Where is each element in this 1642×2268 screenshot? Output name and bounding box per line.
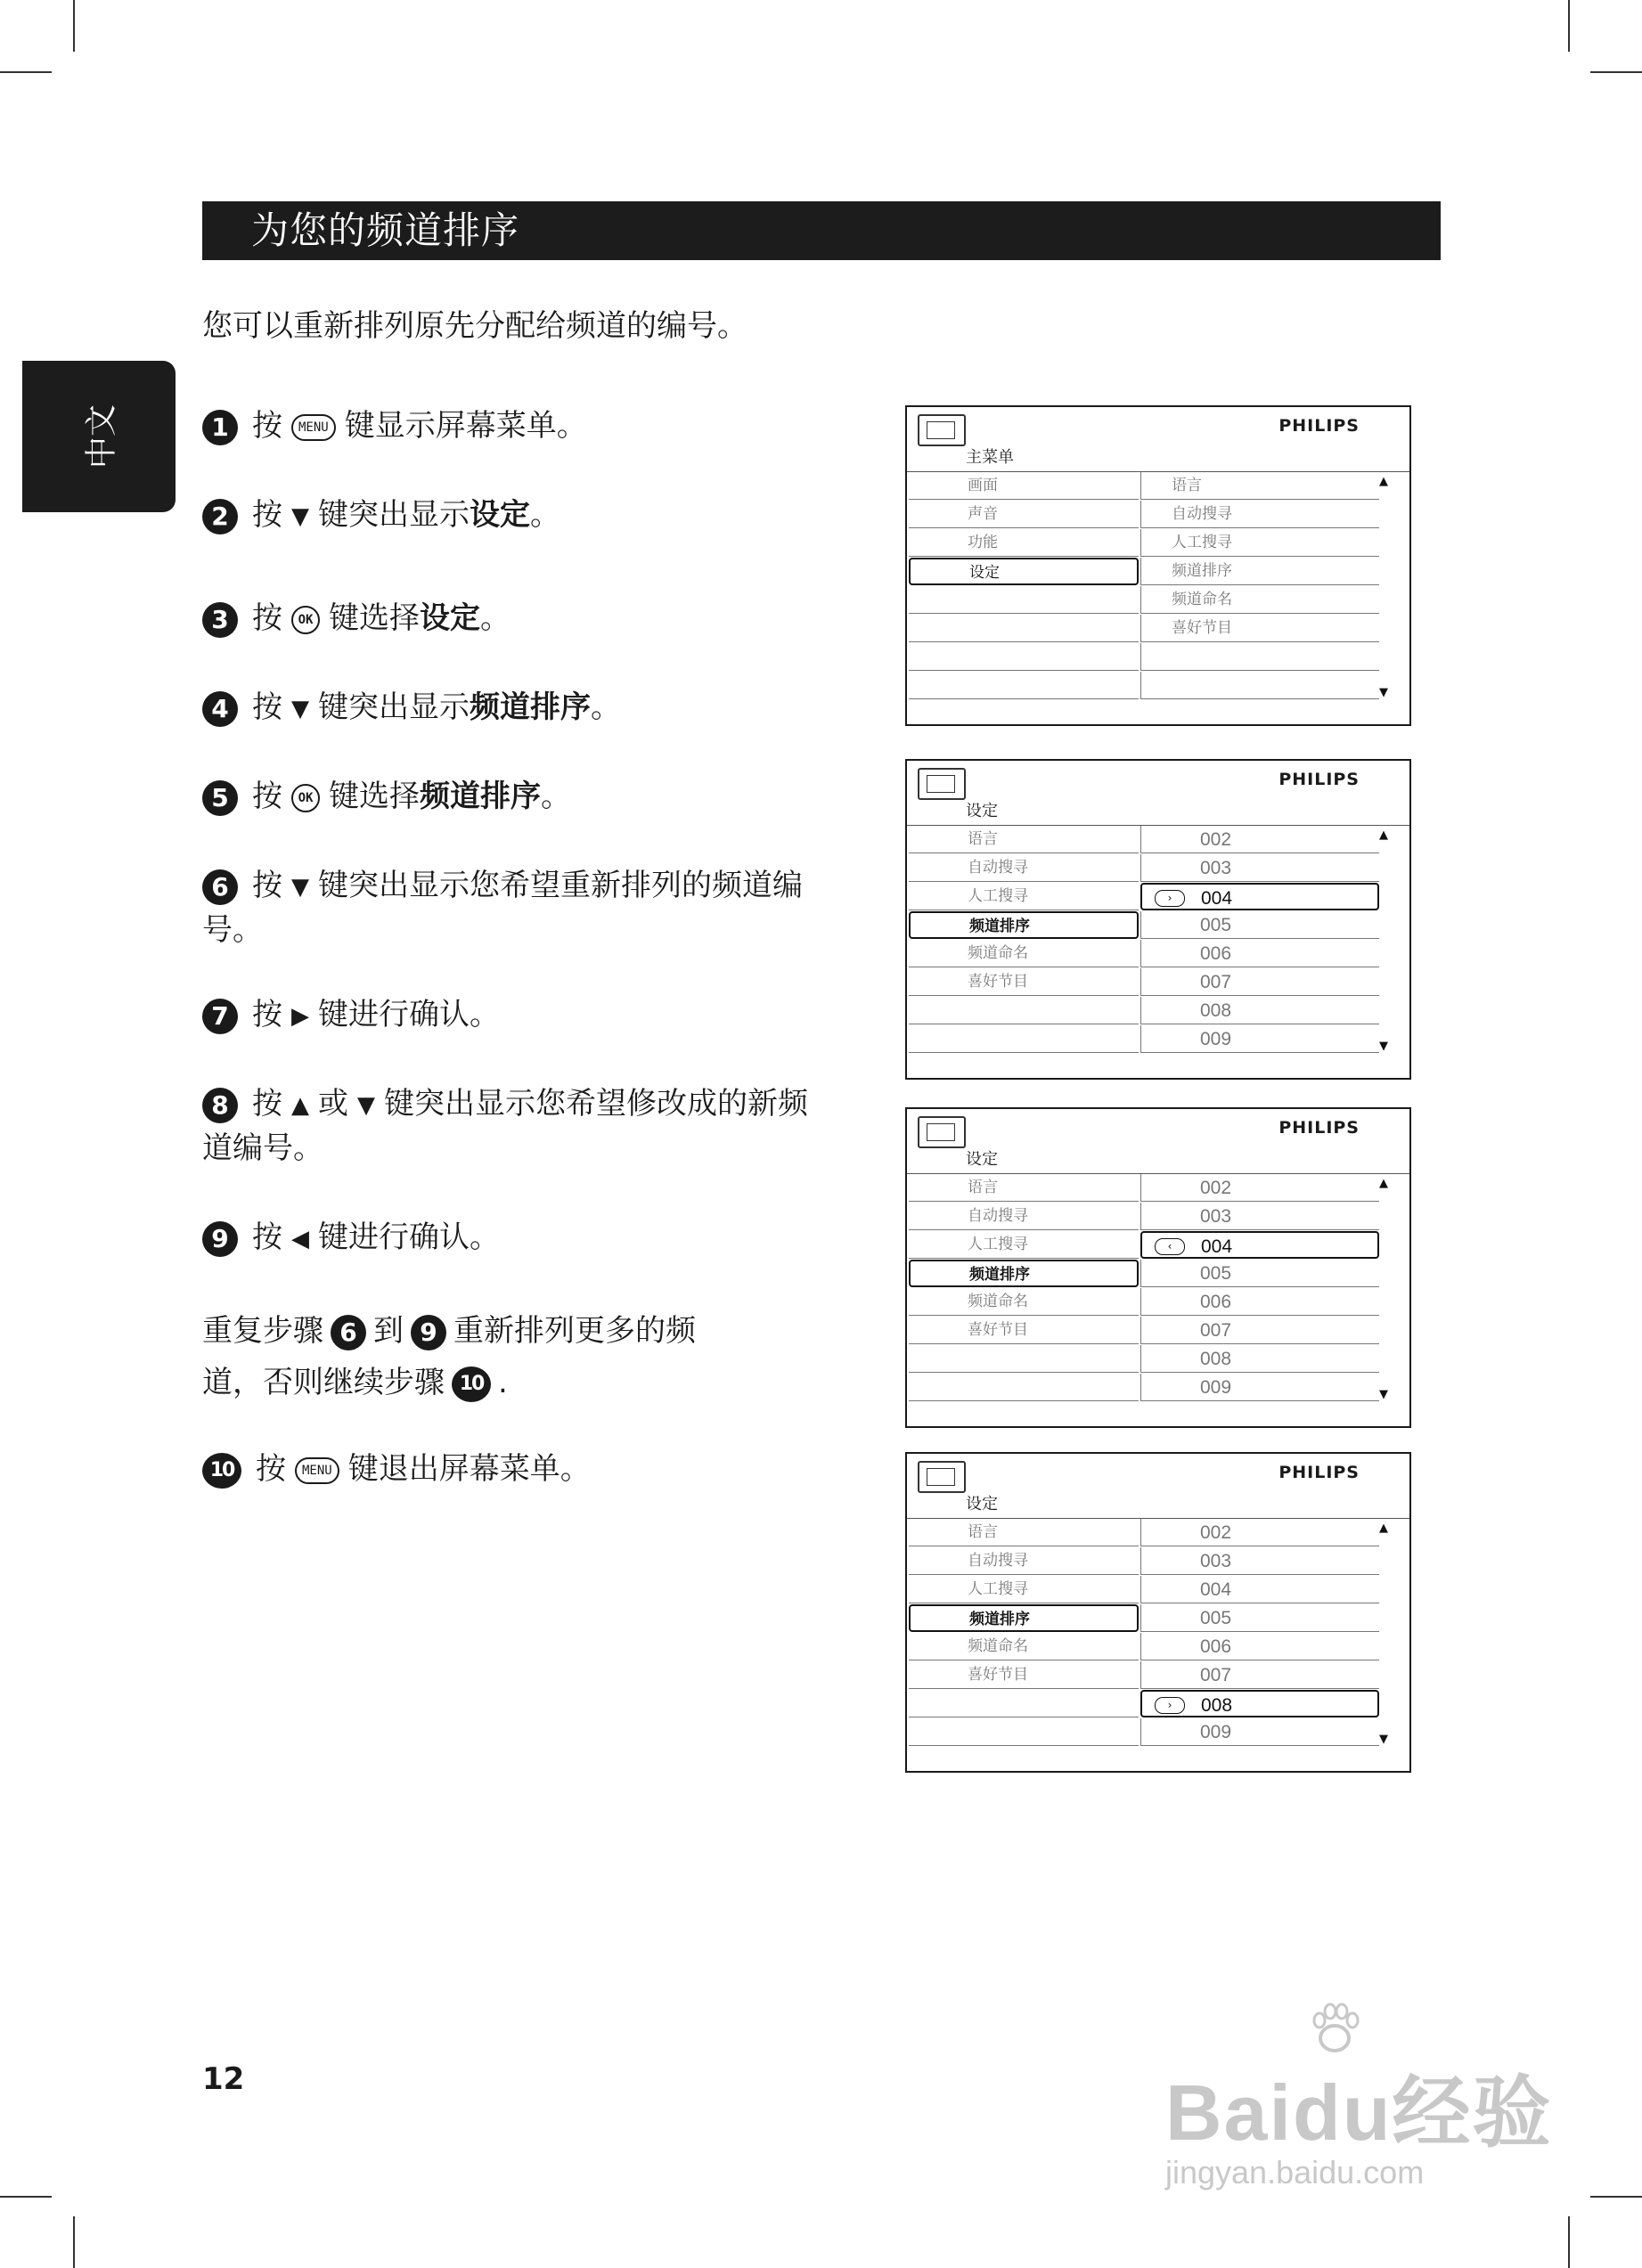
channel-number-highlighted[interactable]: [1140, 883, 1379, 910]
menu-row: [907, 1547, 1409, 1576]
menu-row: [907, 1260, 1409, 1288]
step-number: 2: [202, 499, 238, 534]
channel-number[interactable]: 003: [1140, 1547, 1379, 1575]
menu-rows: [907, 1519, 1409, 1747]
menu-item[interactable]: [909, 615, 1139, 642]
repeat-text: 道，否则继续步骤: [202, 1365, 445, 1400]
menu-item[interactable]: [909, 586, 1139, 614]
menu-rows: [907, 1174, 1409, 1402]
menu-item[interactable]: 语言: [909, 826, 1139, 853]
brand-logo: PHILIPS: [1278, 416, 1360, 436]
step-number: 9: [202, 1221, 238, 1257]
menu-item[interactable]: 自动搜寻: [909, 1203, 1139, 1230]
channel-number[interactable]: 003: [1140, 854, 1379, 882]
brand-logo: PHILIPS: [1278, 1118, 1360, 1138]
menu-item[interactable]: 语言: [909, 1519, 1139, 1546]
menu-row: [907, 586, 1409, 615]
menu-rows: [907, 826, 1409, 1054]
menu-title: 设定: [966, 802, 998, 820]
up-arrow-icon: ▲: [291, 1091, 309, 1119]
step-8: [202, 1082, 808, 1170]
right-arrow-icon: ▶: [291, 1002, 309, 1030]
page-number: 12: [202, 2061, 245, 2097]
channel-number-label: 004: [1201, 888, 1233, 909]
submenu-item[interactable]: [1140, 643, 1379, 671]
menu-row: [907, 968, 1409, 997]
crop-mark: [73, 0, 75, 52]
crop-mark: [0, 71, 52, 73]
submenu-item[interactable]: 频道排序: [1140, 558, 1379, 585]
menu-row: [907, 854, 1409, 883]
menu-item[interactable]: 喜好节目: [909, 968, 1139, 996]
step-5: [202, 775, 808, 818]
step-text: 键选择: [329, 600, 420, 636]
channel-number-highlighted[interactable]: [1140, 1231, 1379, 1259]
step-ref: 10: [452, 1367, 491, 1402]
channel-number[interactable]: 007: [1140, 1317, 1379, 1344]
menu-title: 设定: [966, 1150, 998, 1169]
menu-row: [907, 1345, 1409, 1374]
menu-title: 主菜单: [966, 448, 1014, 467]
scroll-up-icon[interactable]: ▲: [1379, 1177, 1388, 1190]
left-arrow-icon: ◀: [291, 1225, 309, 1252]
channel-number[interactable]: 006: [1140, 1633, 1379, 1660]
menu-item-selected[interactable]: 频道排序: [909, 1260, 1139, 1287]
step-ref: 9: [411, 1315, 446, 1350]
step-text: 或: [318, 1086, 348, 1122]
menu-item[interactable]: [909, 1025, 1139, 1053]
submenu-item[interactable]: 喜好节目: [1140, 615, 1379, 642]
step-number: 4: [202, 691, 238, 727]
channel-number[interactable]: 003: [1140, 1203, 1379, 1230]
menu-item[interactable]: 人工搜寻: [909, 1576, 1139, 1603]
menu-item-selected[interactable]: 频道排序: [909, 911, 1139, 939]
step-text: 按: [252, 1220, 282, 1255]
scroll-up-icon[interactable]: ▲: [1379, 1522, 1388, 1535]
channel-number[interactable]: 004: [1140, 1576, 1379, 1603]
menu-row: [907, 529, 1409, 558]
crop-mark: [0, 2196, 52, 2198]
repeat-note: [202, 1305, 808, 1408]
step-text: 键退出屏幕菜单。: [347, 1451, 591, 1487]
step-text: 键突出显示: [318, 689, 470, 725]
step-number: 7: [202, 999, 238, 1034]
menu-item[interactable]: 频道命名: [909, 940, 1139, 967]
repeat-text: 到: [373, 1313, 404, 1349]
menu-row: [907, 1317, 1409, 1345]
channel-number-label: 008: [1201, 1695, 1233, 1716]
step-bold-text: 频道排序: [470, 689, 591, 725]
menu-item[interactable]: 自动搜寻: [909, 854, 1139, 882]
step-number: 5: [202, 780, 238, 816]
menu-item[interactable]: [909, 1690, 1139, 1717]
menu-item[interactable]: 频道命名: [909, 1288, 1139, 1316]
menu-row: [907, 1604, 1409, 1633]
menu-row: [907, 1025, 1409, 1054]
menu-item[interactable]: [909, 1345, 1139, 1373]
watermark: [1165, 2015, 1552, 2191]
step-text: 键选择: [329, 779, 420, 814]
crop-mark: [1568, 2216, 1570, 2268]
menu-item[interactable]: 语言: [909, 1174, 1139, 1202]
watermark-url: jingyan.baidu.com: [1165, 2154, 1425, 2190]
down-arrow-icon: ▼: [291, 502, 309, 530]
step-bold-text: 设定: [420, 600, 480, 636]
menu-item[interactable]: 画面: [909, 472, 1139, 500]
channel-number[interactable]: 002: [1140, 1174, 1379, 1202]
brand-logo: PHILIPS: [1278, 1463, 1360, 1482]
tv-icon: [918, 1116, 966, 1148]
menu-row: [907, 1661, 1409, 1690]
menu-row: [907, 1288, 1409, 1317]
menu-row: [907, 940, 1409, 968]
menu-row: [907, 1690, 1409, 1718]
menu-row: [907, 883, 1409, 911]
step-9: [202, 1216, 808, 1260]
menu-item[interactable]: [909, 1374, 1139, 1401]
osd-screen-main-menu: [905, 405, 1411, 726]
scroll-up-icon[interactable]: ▲: [1379, 828, 1388, 842]
step-text: 键进行确认。: [318, 997, 500, 1032]
menu-row: [907, 472, 1409, 501]
channel-number[interactable]: 008: [1140, 997, 1379, 1024]
step-10: [202, 1448, 808, 1490]
menu-row: [907, 1718, 1409, 1747]
section-title: 为您的频道排序: [202, 201, 1441, 260]
step-text: 键进行确认。: [318, 1220, 500, 1255]
menu-item[interactable]: [909, 672, 1139, 699]
menu-row: [907, 672, 1409, 700]
step-text: 按: [252, 600, 282, 636]
channel-number[interactable]: 009: [1140, 1718, 1379, 1746]
step-number: 10: [202, 1453, 241, 1489]
crop-mark: [1590, 2196, 1642, 2198]
brand-logo: PHILIPS: [1278, 770, 1360, 789]
step-text: 按: [252, 997, 282, 1032]
menu-row: [907, 615, 1409, 643]
step-number: 3: [202, 602, 238, 638]
menu-item[interactable]: 人工搜寻: [909, 1231, 1139, 1259]
step-text: 按: [256, 1451, 286, 1487]
step-3: [202, 597, 808, 640]
channel-number[interactable]: 002: [1140, 1519, 1379, 1546]
step-text: 按: [252, 497, 282, 533]
menu-row: [907, 1203, 1409, 1231]
ok-key-icon: OK: [291, 606, 320, 634]
crop-mark: [73, 2216, 75, 2268]
menu-row: [907, 1576, 1409, 1604]
channel-number[interactable]: 007: [1140, 1661, 1379, 1689]
step-2: [202, 494, 808, 538]
scroll-up-icon[interactable]: ▲: [1379, 475, 1388, 488]
channel-number[interactable]: 005: [1140, 1260, 1379, 1287]
step-7: [202, 993, 808, 1038]
down-arrow-icon: ▼: [357, 1091, 375, 1119]
menu-row: [907, 911, 1409, 940]
channel-number[interactable]: 002: [1140, 826, 1379, 853]
menu-row: [907, 826, 1409, 854]
step-text: 按: [252, 689, 282, 725]
step-text: 按: [252, 868, 282, 903]
down-arrow-icon: ▼: [291, 695, 309, 722]
step-text: 。: [541, 779, 571, 814]
channel-number[interactable]: 009: [1140, 1025, 1379, 1053]
submenu-item[interactable]: 自动搜寻: [1140, 501, 1379, 528]
menu-item[interactable]: [909, 643, 1139, 671]
submenu-item[interactable]: 人工搜寻: [1140, 529, 1379, 557]
scroll-down-icon[interactable]: ▼: [1379, 1388, 1388, 1401]
menu-item[interactable]: [909, 1718, 1139, 1746]
left-chevron-icon: ‹: [1155, 1238, 1185, 1255]
menu-row: [907, 997, 1409, 1025]
menu-row: [907, 1519, 1409, 1547]
language-tab-label: 中文: [83, 404, 120, 469]
menu-item[interactable]: 功能: [909, 529, 1139, 557]
menu-row: [907, 643, 1409, 672]
right-chevron-icon: ›: [1155, 1697, 1185, 1714]
channel-number-highlighted[interactable]: [1140, 1690, 1379, 1717]
osd-screen-reorder-step3: [905, 1452, 1411, 1773]
scroll-down-icon[interactable]: ▼: [1379, 686, 1388, 699]
menu-row: [907, 1231, 1409, 1260]
menu-item[interactable]: 喜好节目: [909, 1317, 1139, 1344]
submenu-item[interactable]: 频道命名: [1140, 586, 1379, 614]
channel-number[interactable]: 006: [1140, 940, 1379, 967]
menu-title: 设定: [966, 1495, 998, 1513]
down-arrow-icon: ▼: [291, 873, 309, 901]
menu-item[interactable]: 喜好节目: [909, 1661, 1139, 1689]
watermark-logo: Baidu经验: [1165, 2068, 1553, 2157]
submenu-item[interactable]: [1140, 672, 1379, 699]
language-tab: [22, 361, 176, 512]
menu-row: [907, 558, 1409, 586]
step-bold-text: 频道排序: [420, 779, 541, 814]
menu-item[interactable]: [909, 997, 1139, 1024]
menu-key-icon: MENU: [291, 414, 336, 441]
menu-row: [907, 1374, 1409, 1402]
step-text: 。: [530, 497, 560, 533]
menu-item-selected[interactable]: 频道排序: [909, 1604, 1139, 1632]
menu-item-selected[interactable]: 设定: [909, 558, 1139, 585]
repeat-text: 重新排列更多的频: [453, 1313, 696, 1349]
step-text: 按: [252, 408, 282, 444]
menu-item[interactable]: 声音: [909, 501, 1139, 528]
channel-number[interactable]: 006: [1140, 1288, 1379, 1316]
scroll-down-icon[interactable]: ▼: [1379, 1733, 1388, 1746]
crop-mark: [1568, 0, 1570, 52]
step-number: 8: [202, 1088, 238, 1123]
tv-icon: [918, 768, 966, 800]
repeat-text: .: [498, 1365, 508, 1400]
osd-screen-reorder-step2: [905, 1107, 1411, 1428]
step-text: 按: [252, 779, 282, 814]
menu-item[interactable]: 自动搜寻: [909, 1547, 1139, 1575]
channel-number[interactable]: 005: [1140, 1604, 1379, 1632]
step-text: 。: [480, 600, 511, 636]
step-bold-text: 设定: [470, 497, 530, 533]
step-ref: 6: [331, 1315, 366, 1350]
step-text: 键突出显示您希望重新排列的频道编号。: [202, 868, 803, 948]
channel-number-label: 004: [1201, 1236, 1233, 1257]
channel-number[interactable]: 009: [1140, 1374, 1379, 1401]
tv-icon: [918, 414, 966, 446]
right-chevron-icon: ›: [1155, 890, 1185, 907]
paw-icon: [1303, 1997, 1366, 2060]
tv-icon: [918, 1461, 966, 1493]
menu-row: [907, 1174, 1409, 1203]
step-text: 键突出显示: [318, 497, 470, 533]
menu-item[interactable]: 人工搜寻: [909, 883, 1139, 910]
crop-mark: [1590, 71, 1642, 73]
menu-key-icon: MENU: [295, 1457, 339, 1484]
channel-number[interactable]: 007: [1140, 968, 1379, 996]
menu-row: [907, 501, 1409, 529]
scroll-down-icon[interactable]: ▼: [1379, 1040, 1388, 1053]
step-text: 按: [252, 1086, 282, 1122]
ok-key-icon: OK: [291, 784, 320, 812]
step-text: 键突出显示您希望修改成的新频道编号。: [202, 1086, 808, 1166]
intro-text: 您可以重新排列原先分配给频道的编号。: [202, 308, 747, 344]
step-1: [202, 404, 808, 447]
osd-screen-reorder-step1: [905, 759, 1411, 1080]
menu-row: [907, 1633, 1409, 1661]
step-text: 键显示屏幕菜单。: [344, 408, 587, 444]
repeat-text: 重复步骤: [202, 1313, 323, 1349]
submenu-item[interactable]: 语言: [1140, 472, 1379, 500]
step-number: 6: [202, 869, 238, 905]
step-text: 。: [591, 689, 621, 725]
step-6: [202, 864, 808, 951]
channel-number[interactable]: 005: [1140, 911, 1379, 939]
step-4: [202, 686, 808, 730]
channel-number[interactable]: 008: [1140, 1345, 1379, 1373]
step-number: 1: [202, 410, 238, 445]
menu-rows: [907, 472, 1409, 700]
menu-item[interactable]: 频道命名: [909, 1633, 1139, 1660]
